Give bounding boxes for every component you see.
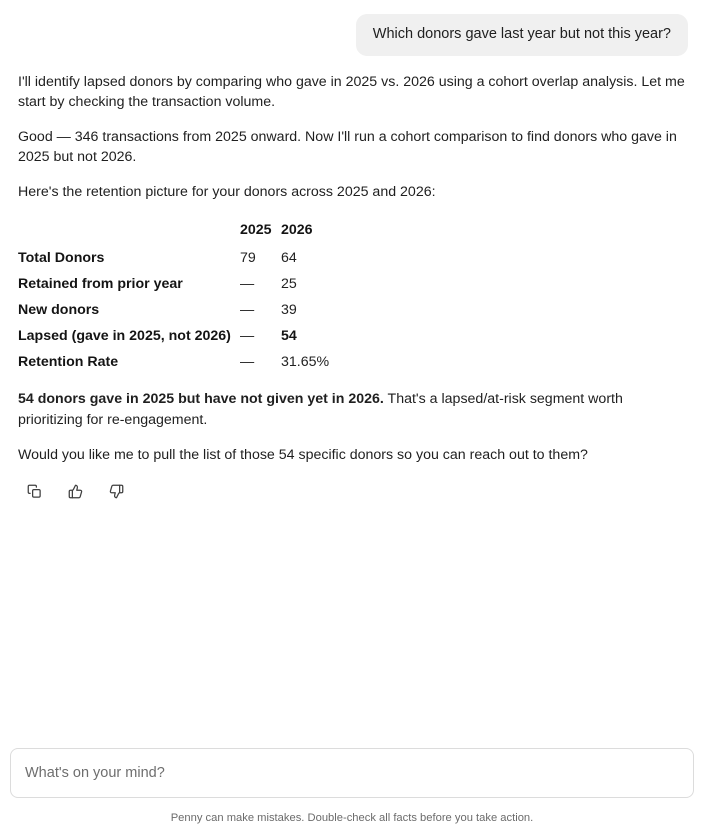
thumbs-up-icon bbox=[68, 484, 83, 499]
retention-table-body bbox=[18, 245, 361, 376]
summary-highlight: 54 donors gave in 2025 but have not given yet in 2026. bbox=[18, 391, 384, 408]
row-value-2025: — bbox=[240, 354, 255, 371]
user-message-bubble: Which donors gave last year but not this year? bbox=[356, 14, 688, 56]
row-value-2025: — bbox=[240, 302, 255, 318]
composer-area bbox=[0, 748, 704, 798]
assistant-paragraph-1: I'll identify lapsed donors by comparing who gave in 2025 vs. 2026 using a cohort overlap analysis. Let me start by checking the transaction volume. bbox=[18, 73, 685, 111]
table-header-row bbox=[18, 217, 361, 245]
assistant-paragraph-2: Good — 346 transactions from 2025 onward. Now I'll run a cohort comparison to find donors who gave in 2025 but not 2026. bbox=[18, 128, 677, 166]
thumbs-up-button[interactable] bbox=[63, 479, 87, 503]
user-message-row bbox=[16, 14, 688, 56]
row-value-2026: 39 bbox=[281, 302, 297, 318]
row-label: Retention Rate bbox=[18, 354, 119, 371]
column-header-2025: 2025 bbox=[240, 221, 272, 238]
message-action-bar bbox=[18, 479, 686, 503]
row-label: New donors bbox=[18, 302, 100, 318]
row-value-2026: 64 bbox=[281, 249, 297, 266]
assistant-message bbox=[16, 72, 688, 504]
thumbs-down-button[interactable] bbox=[104, 479, 128, 503]
table-row bbox=[18, 297, 361, 323]
assistant-paragraph-3: Here's the retention picture for your donors across 2025 and 2026: bbox=[18, 183, 436, 200]
assistant-summary bbox=[18, 389, 686, 430]
row-value-2026: 54 bbox=[281, 328, 297, 345]
table-row bbox=[18, 271, 361, 297]
summary-rest: That's a lapsed/at-risk segment worth prioritizing for re-engagement. bbox=[18, 391, 623, 429]
retention-table bbox=[18, 217, 361, 376]
thumbs-down-icon bbox=[109, 484, 124, 499]
column-header-2026: 2026 bbox=[281, 221, 313, 238]
row-value-2026: 31.65% bbox=[281, 354, 330, 371]
copy-icon bbox=[27, 484, 42, 499]
table-row bbox=[18, 323, 361, 349]
assistant-followup-question: Would you like me to pull the list of those 54 specific donors so you can reach out to them? bbox=[18, 446, 588, 463]
table-row bbox=[18, 349, 361, 375]
row-label: Lapsed (gave in 2025, not 2026) bbox=[18, 328, 231, 345]
disclaimer-text: Penny can make mistakes. Double-check all facts before you take action. bbox=[170, 812, 534, 824]
row-value-2025: — bbox=[240, 275, 255, 292]
copy-button[interactable] bbox=[22, 479, 46, 503]
row-label: Total Donors bbox=[18, 249, 105, 266]
composer-box[interactable] bbox=[10, 748, 694, 798]
table-row bbox=[18, 245, 361, 271]
column-header-label bbox=[18, 217, 240, 245]
retention-table-head bbox=[18, 217, 361, 245]
message-input[interactable] bbox=[25, 765, 679, 781]
row-value-2026: 25 bbox=[281, 275, 297, 292]
row-label: Retained from prior year bbox=[18, 275, 183, 292]
row-value-2025: 79 bbox=[240, 249, 256, 266]
row-value-2025: — bbox=[240, 328, 255, 345]
